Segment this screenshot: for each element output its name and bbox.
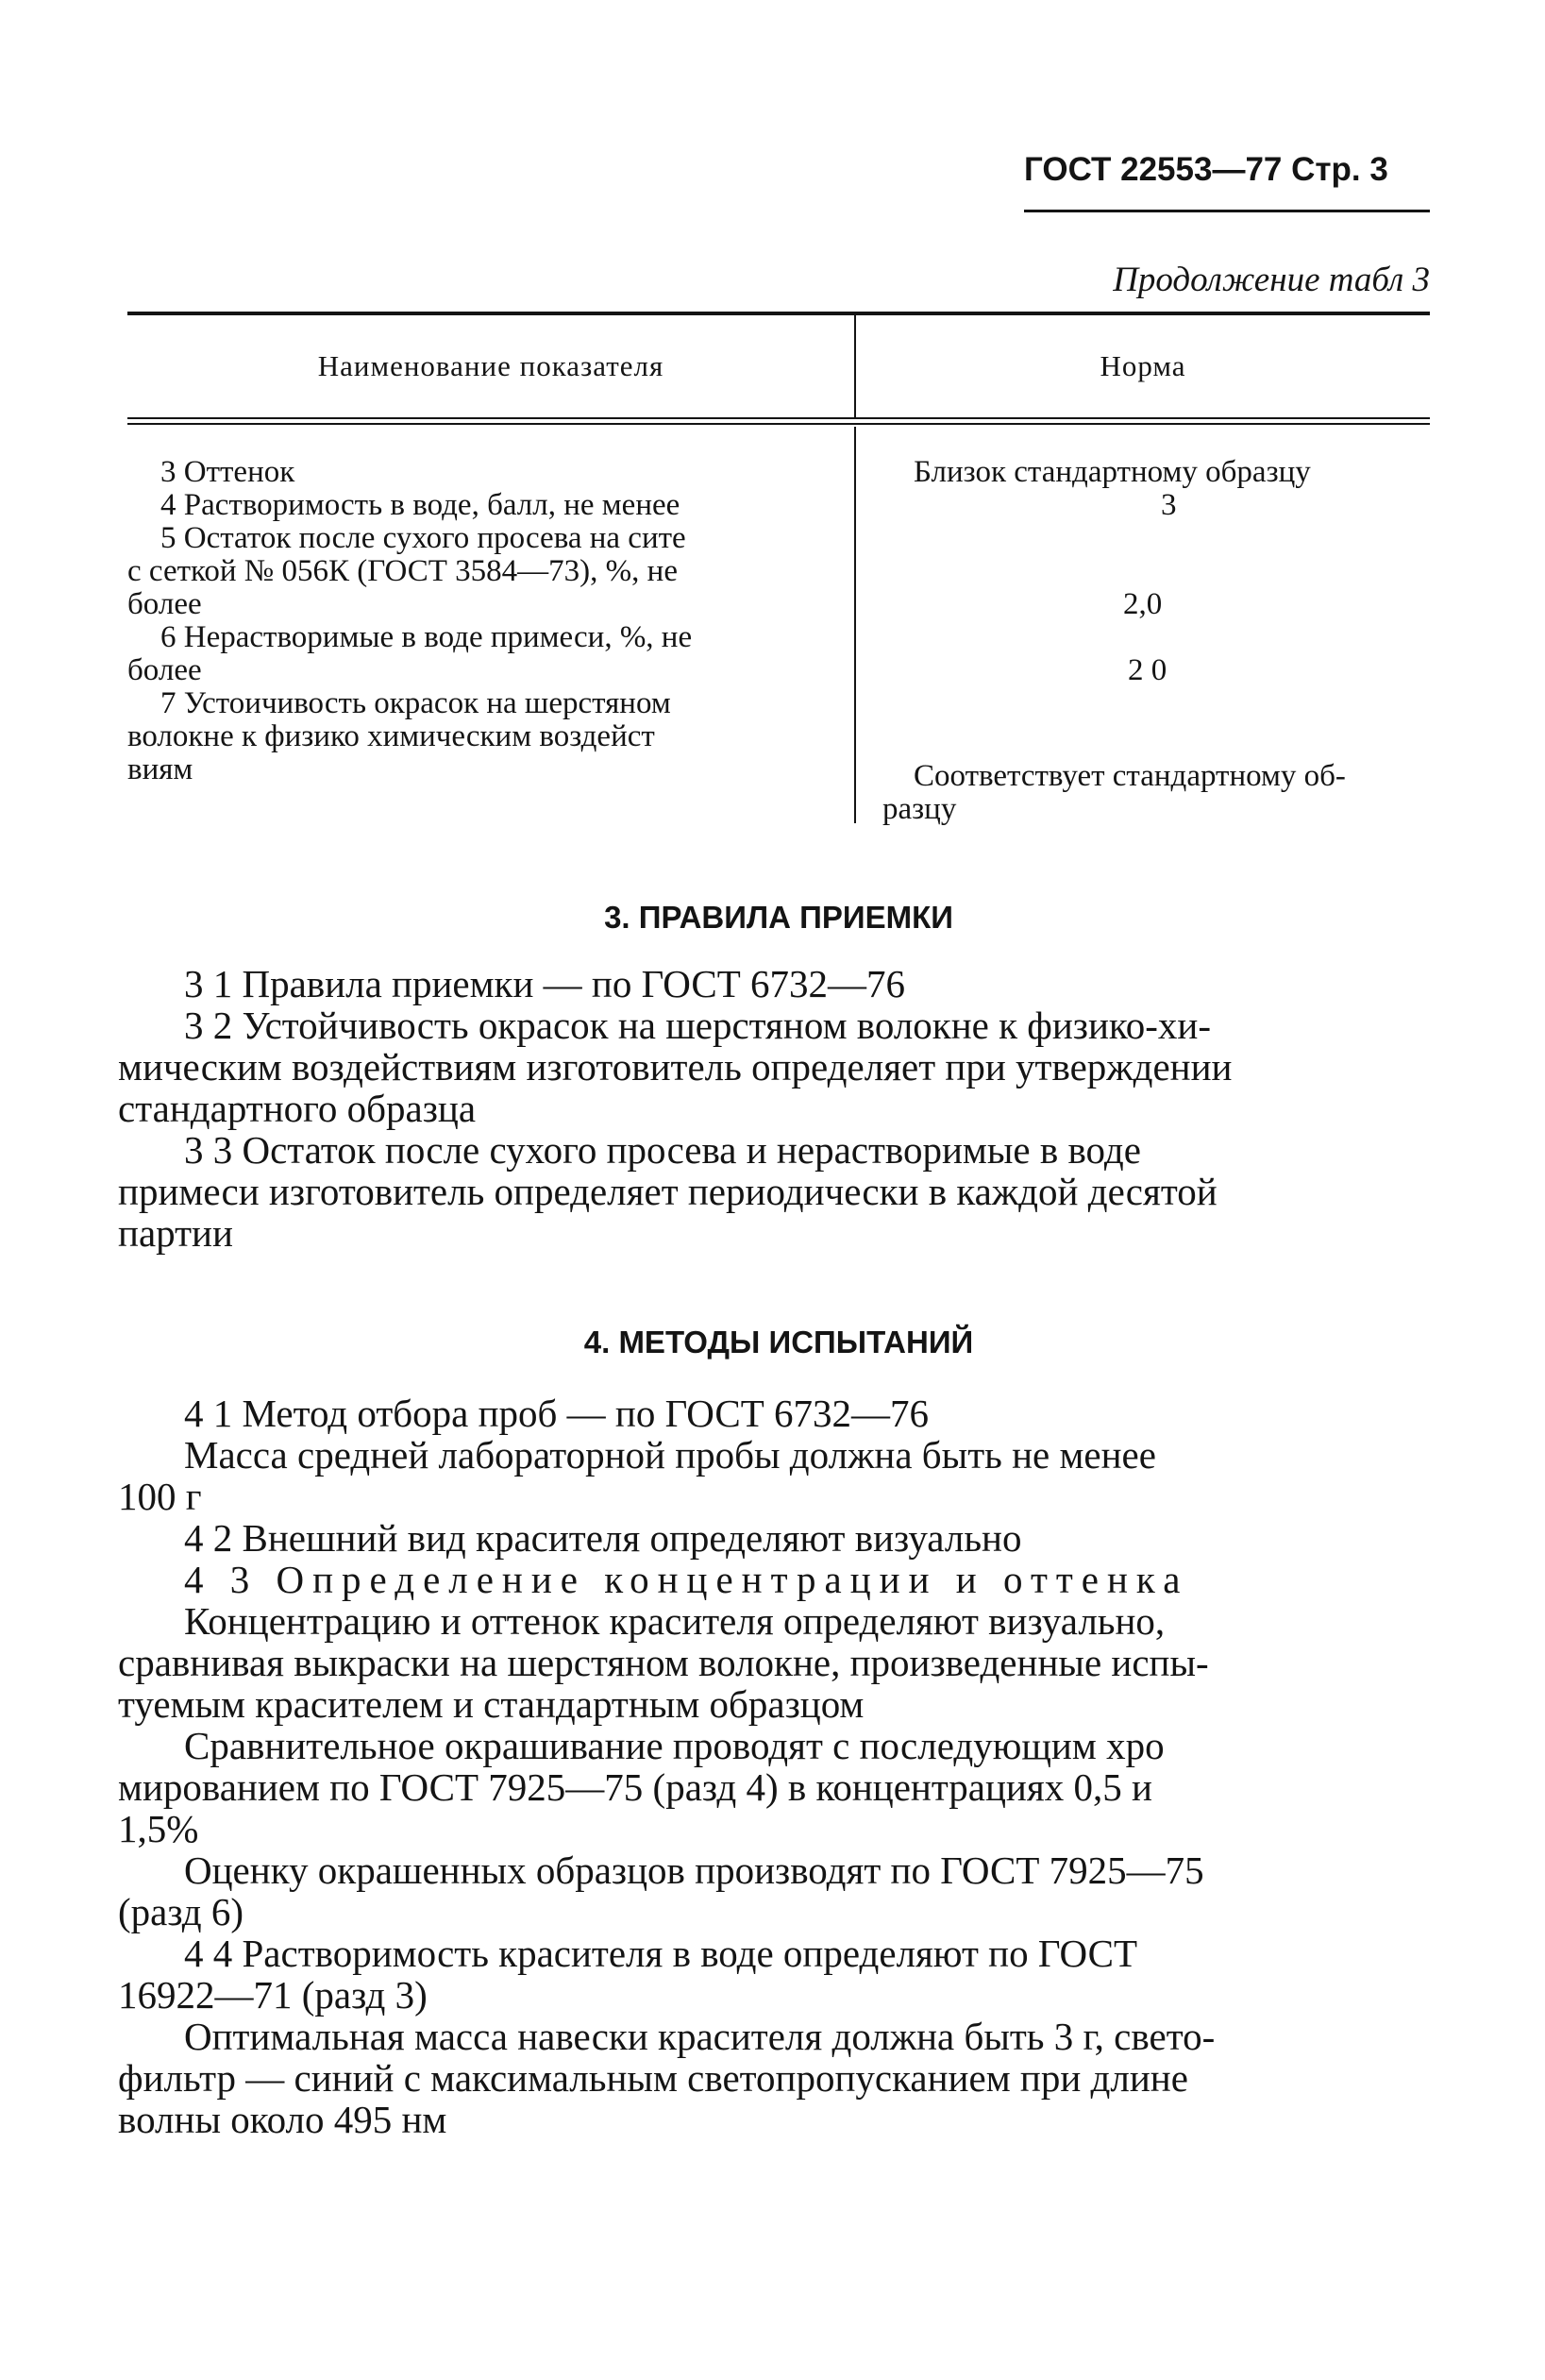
norm-value: Близок стандартному образцу (914, 455, 1311, 489)
text-line: 16922—71 (разд 3) (118, 1973, 428, 2017)
text-line: 3 2 Устойчивость окрасок на шерстяном волокне к физико-хи- (184, 1004, 1211, 1047)
text-line: 4 1 Метод отбора проб — по ГОСТ 6732—76 (184, 1392, 930, 1435)
row-label: с сеткой № 056К (ГОСТ 3584—73), %, не (127, 554, 678, 588)
row-label: 4 Растворимость в воде, балл, не менее (160, 488, 680, 522)
text-line: стандартного образца (118, 1087, 477, 1130)
row-label: 6 Нерастворимые в воде примеси, %, не (160, 620, 693, 654)
section-4-body (118, 1393, 1435, 2140)
text-line: (разд 6) (118, 1890, 244, 1933)
text-line: Сравнительное окрашивание проводят с последующим хро (184, 1724, 1165, 1767)
table-caption: Продолжение табл 3 (1113, 261, 1430, 299)
text-line: Оценку окрашенных образцов производят по ГОСТ 7925—75 (184, 1848, 1204, 1892)
table-header-rule (127, 417, 1430, 425)
section-4-title: 4. МЕТОДЫ ИСПЫТАНИЙ (583, 1325, 974, 1359)
norm-value: 3 (1161, 488, 1177, 522)
text-line: 3 3 Остаток после сухого просева и нерастворимые в воде (184, 1128, 1141, 1172)
text-line: сравнивая выкраски на шерстяном волокне, произведенные испы- (118, 1641, 1209, 1684)
col-header-name: Наименование показателя (317, 349, 664, 382)
text-line: Масса средней лабораторной пробы должна быть не менее (184, 1433, 1156, 1477)
text-line: партии (118, 1211, 233, 1255)
norm-value: 2,0 (1123, 587, 1163, 621)
row-label: 3 Оттенок (160, 455, 295, 489)
text-line: 100 г (118, 1475, 202, 1518)
row-label: 5 Остаток после сухого просева на сите (160, 521, 686, 555)
norm-value: разцу (882, 792, 957, 826)
running-header (1024, 151, 1430, 208)
text-line: 4 4 Растворимость красителя в воде определяют по ГОСТ (184, 1932, 1138, 1975)
norm-value: 2 0 (1128, 653, 1167, 687)
row-label: более (127, 653, 202, 687)
table-body-separator (854, 427, 856, 823)
text-line: мированием по ГОСТ 7925—75 (разд 4) в концентрациях 0,5 и (118, 1765, 1152, 1809)
row-label: виям (127, 752, 193, 786)
running-title: ГОСТ 22553—77 Стр. 3 (1024, 151, 1388, 188)
row-label: более (127, 587, 202, 621)
row-label: волокне к физико химическим воздейст (127, 719, 655, 753)
subsection-heading: 4 3 Определение концентрации и оттенка (184, 1558, 1189, 1601)
row-label: 7 Устоичивость окрасок на шерстяном (160, 686, 671, 720)
col-header-norm: Норма (1100, 349, 1186, 382)
text-line: 4 2 Внешний вид красителя определяют визуально (184, 1516, 1022, 1560)
text-line: Концентрацию и оттенок красителя определяют визуально, (184, 1599, 1166, 1643)
table-top-rule (127, 312, 1430, 315)
section-3-body (118, 963, 1435, 1254)
section-3-title: 3. ПРАВИЛА ПРИЕМКИ (604, 900, 953, 935)
text-line: волны около 495 нм (118, 2098, 447, 2141)
text-line: фильтр — синий с максимальным светопропусканием при длине (118, 2056, 1188, 2100)
norm-value: Соответствует стандартному об- (914, 759, 1346, 793)
text-line: мическим воздействиям изготовитель определяет при утверждении (118, 1045, 1233, 1089)
header-rule (1024, 210, 1430, 212)
text-line: туемым красителем и стандартным образцом (118, 1682, 865, 1726)
text-line: 1,5% (118, 1807, 199, 1850)
text-line: примеси изготовитель определяет периодически в каждой десятой (118, 1170, 1218, 1213)
text-line: Оптимальная масса навески красителя должна быть 3 г, свето- (184, 2015, 1216, 2058)
text-line: 3 1 Правила приемки — по ГОСТ 6732—76 (184, 962, 906, 1005)
